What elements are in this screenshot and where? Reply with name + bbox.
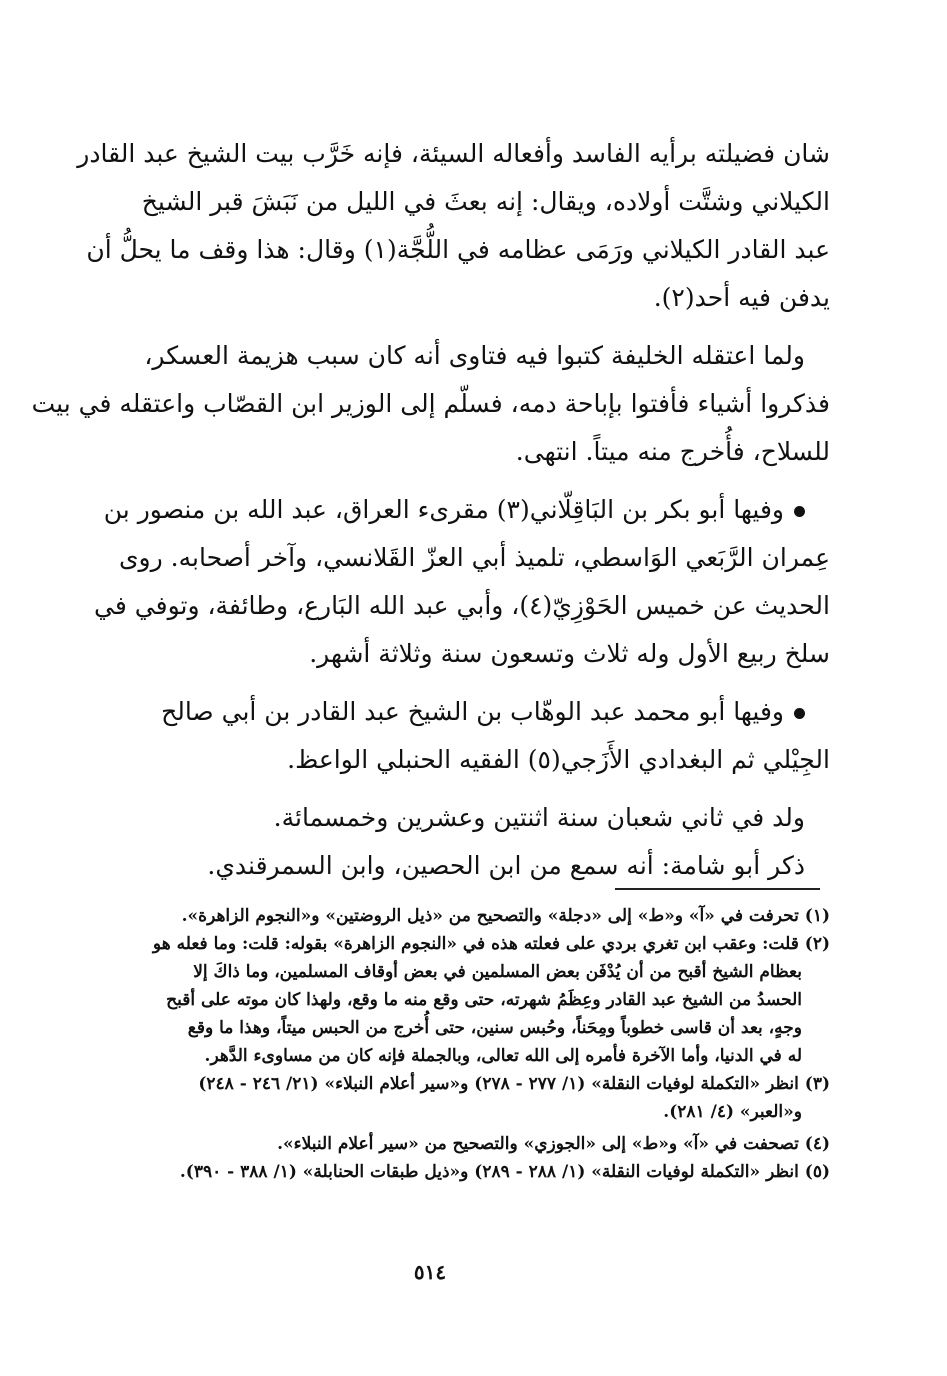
page-number: ٥١٤ [413, 1260, 447, 1284]
page-content [31, 130, 830, 1330]
footnote-2: (٢) قلت: وعقب ابن تغري بردي على فعلته هذه في «النجوم الزاهرة» بقوله: قلت: وما فعله هو [152, 934, 830, 954]
footnote-2-continued: له في الدنيا، وأما الآخرة فأمره إلى الله تعالى، وبالجملة فإنه كان من مساوىء الدَّهر. [204, 1046, 802, 1066]
footnote-3: (٣) انظر «التكملة لوفيات النقلة» (١/ ٢٧٧ - ٢٧٨) و«سير أعلام النبلاء» (٢١/ ٢٤٦ - ٢٤٨) [198, 1074, 830, 1094]
paragraph-3 [94, 486, 830, 678]
bullet-icon [794, 708, 805, 719]
paragraph-5: ولد في ثاني شعبان سنة اثنتين وعشرين وخمسمائة. [273, 803, 805, 832]
text-line: فذكروا أشياء فأفتوا بإباحة دمه، فسلّم إلى الوزير ابن القصّاب واعتقله في بيت [31, 389, 830, 418]
paragraph-6: ذكر أبو شامة: أنه سمع من ابن الحصين، وابن السمرقندي. [207, 851, 805, 880]
text-line: الحديث عن خميس الحَوْزِيّ(٤)، وأبي عبد الله البَارع، وطائفة، وتوفي في [94, 591, 830, 620]
text-line: الكيلاني وشتَّت أولاده، ويقال: إنه بعثَ في الليل من نَبَشَ قبر الشيخ [141, 187, 830, 216]
text-line: سلخ ربيع الأول وله ثلاث وتسعون سنة وثلاثة أشهر. [309, 639, 830, 668]
text-line: يدفن فيه أحد(٢). [653, 283, 830, 312]
footnote-2-continued: وجهٍ، بعد أن قاسى خطوباً ومِحَناً، وحُبس سنين، حتى أُخرج من الحبس ميتاً، وهذا ما وقع [187, 1018, 802, 1038]
text-line: عبد القادر الكيلاني ورَمَى عظامه في اللُّجَّة(١) وقال: هذا وقف ما يحلُّ أن [86, 235, 830, 264]
bullet-icon [794, 506, 805, 517]
text-line: شان فضيلته برأيه الفاسد وأفعاله السيئة، فإنه خَرَّب بيت الشيخ عبد القادر [77, 139, 830, 168]
text-line: ولما اعتقله الخليفة كتبوا فيه فتاوى أنه كان سبب هزيمة العسكر، [144, 341, 805, 370]
text-line: وفيها أبو محمد عبد الوهّاب بن الشيخ عبد القادر بن أبي صالح [161, 697, 784, 726]
footnote-2-continued: بعظام الشيخ أقبح من أن يُدْفَن بعض المسلمين في بعض أوقاف المسلمين، وما ذاكَ إلا [193, 962, 802, 982]
footnote-divider [615, 888, 820, 890]
text-line: الجِيْلي ثم البغدادي الأَزَجي(٥) الفقيه الحنبلي الواعظ. [287, 745, 830, 774]
text-line: عِمران الرَّبَعي الوَاسطي، تلميذ أبي العزّ القَلانسي، وآخر أصحابه. روى [118, 543, 830, 572]
footnote-1: (١) تحرفت في «آ» و«ط» إلى «دجلة» والتصحيح من «ذيل الروضتين» و«النجوم الزاهرة». [181, 906, 830, 926]
footnotes [100, 902, 830, 1186]
text-line: وفيها أبو بكر بن البَاقِلّاني(٣) مقرىء العراق، عبد الله بن منصور بن [103, 495, 784, 524]
text-line-with-bullet [100, 688, 830, 736]
text-line: للسلاح، فأُخرج منه ميتاً. انتهى. [515, 437, 830, 466]
footnote-5: (٥) انظر «التكملة لوفيات النقلة» (١/ ٢٨٨ - ٢٨٩) و«ذيل طبقات الحنابلة» (١/ ٣٨٨ - ٣٩٠). [179, 1162, 830, 1182]
text-line-with-bullet [100, 486, 830, 534]
paragraph-4 [100, 688, 830, 784]
footnote-4: (٤) تصحفت في «آ» و«ط» إلى «الجوزي» والتصحيح من «سير أعلام النبلاء». [277, 1134, 830, 1154]
paragraph-1 [77, 130, 830, 322]
paragraph-2 [31, 332, 830, 476]
footnote-2-continued: الحسدُ من الشيخ عبد القادر وعِظَمُ شهرته، حتى وقع منه ما وقع، ولهذا كان موته على أقبح [166, 990, 802, 1010]
footnote-3-continued: و«العبر» (٤/ ٢٨١). [663, 1102, 802, 1122]
